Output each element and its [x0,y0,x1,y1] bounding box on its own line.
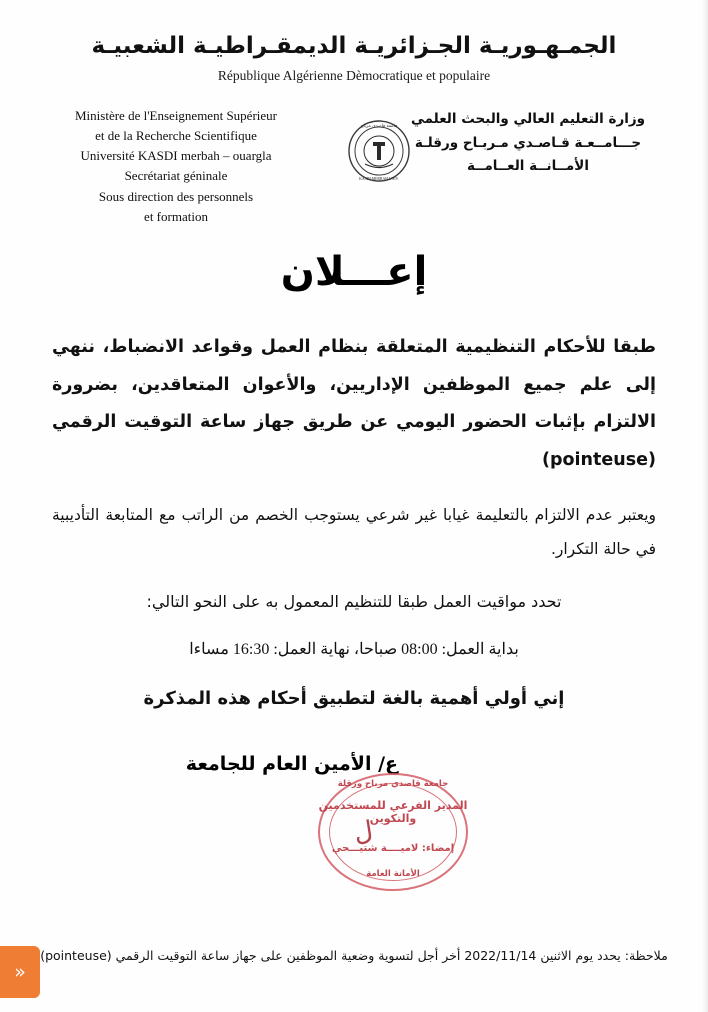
next-page-button[interactable]: » [0,946,40,998]
svg-text:KASDI MERBAH UNIV.: KASDI MERBAH UNIV. [359,177,399,181]
official-stamp [318,773,468,891]
paragraph-4-work-hours: بداية العمل: 08:00 صباحا، نهاية العمل: 16:30 مساءا [189,640,519,658]
republic-title-arabic: الجمـهـوريـة الجـزائريـة الديمقـراطيـة الشعبيـة [91,33,617,59]
page-title: إعـــلان [280,249,428,295]
ministry-french-line-2: et de la Recherche Scientifique [95,128,257,144]
signature-title: ع/ الأمين العام للجامعة [185,753,398,775]
ministry-arabic-line-2: جـــامــعـة قـاصـدي مـربـاح ورقلـة [414,134,642,151]
ministry-block [0,106,708,224]
ministry-arabic-block [388,108,668,179]
ministry-french-line-1: Ministère de l'Enseignement Supérieur [75,108,277,123]
stamp-line-1: جامعة قاصدي مرباح ورقلة [337,779,449,789]
stamp-line-4: الأمانة العامة [366,869,420,879]
paragraph-5-closing: إني أولي أهمية بالغة لتطبيق أحكام هذه المذكرة [143,687,565,709]
stamp-inner-ring [329,783,457,881]
paragraph-3: تحدد مواقيت العمل طبقا للتنظيم المعمول به على النحو التالي: [146,591,562,611]
stamp-line-2: المدير الفرعي للمستخدمين والتكوين [318,799,468,825]
republic-title-french: République Algérienne Dèmocratique et populaire [217,68,491,83]
ministry-arabic-line-3: الأمــانــة العــامــة [467,158,589,175]
stamp-line-3: إمضاء: لاميــــة شتيـــحي [331,843,455,854]
page-edge-shadow [702,0,708,1012]
signature-area [0,745,708,925]
svg-text:جامعة قاصدي مرباح: جامعة قاصدي مرباح [360,124,398,129]
ministry-french-block [46,106,306,227]
ministry-french-line-4: Secrétariat géninale [124,168,228,184]
document-body [52,329,656,709]
paragraph-1: طبقا للأحكام التنظيمية المتعلقة بنظام العمل وقواعد الانضباط، ننهي إلى علم جميع الموظفين الإداريين، والأعوان المتعاقدين، بضرورة الالتزام بإثبات الحضور اليومي عن طريق جهاز ساعة التوقيت الرقمي (pointeuse) [52,337,656,470]
ministry-french-line-5: Sous direction des personnels [98,188,254,204]
footer-note: ملاحظة: يحدد يوم الاثنين 2022/11/14 أخر أجل لتسوية وضعية الموظفين على جهاز ساعة التوقيت الرقمي (pointeuse) [40,948,668,963]
ministry-french-line-3: Université KASDI merbah – ouargla [80,148,272,164]
ministry-arabic-line-1: وزارة التعليم العالي والبحث العلمي [410,111,646,127]
paragraph-2: ويعتبر عدم الالتزام بالتعليمة غيابا غير شرعي يستوجب الخصم من الراتب مع المتابعة التأديبية في حالة التكرار. [52,505,656,558]
ministry-french-line-6: et formation [144,208,208,224]
handwritten-signature: ل [351,815,376,849]
